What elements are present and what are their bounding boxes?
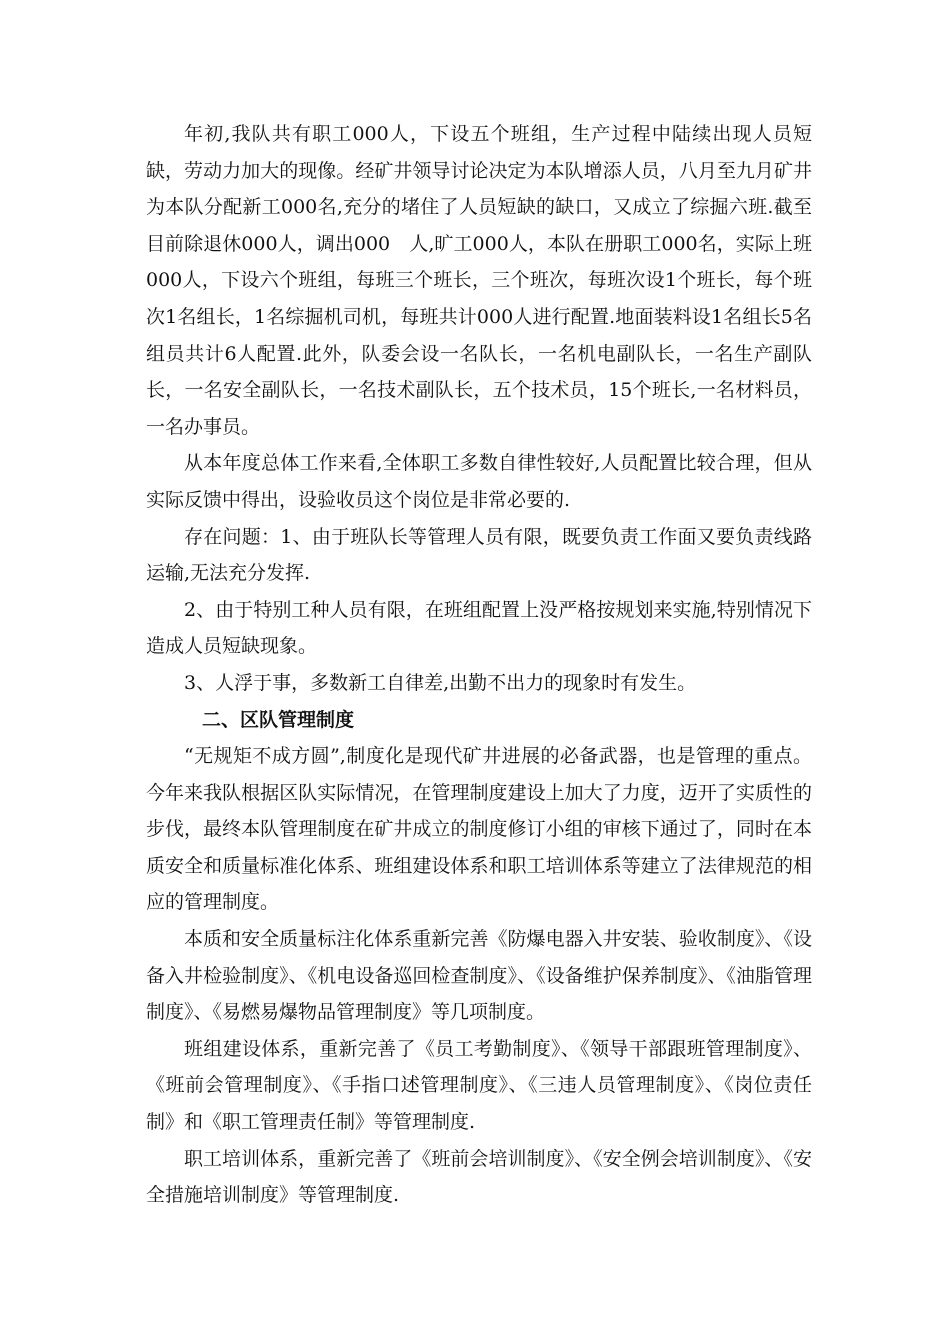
paragraph-staffing: 年初,我队共有职工000人，下设五个班组，生产过程中陆续出现人员短缺，劳动力加大的现像。经矿井领导讨论决定为本队增添人员，八月至九月矿井为本队分配新工000名,充分的堵住了人员短缺的缺口，又成立了综掘六班.截至目前除退休000人，调出000 人,旷工000人，本队在册职工000名，实际上班000人，下设六个班组，每班三个班长，三个班次，每班次设1个班长，每个班次1名组长，1名综掘机司机，每班共计000人进行配置.地面装料设1名组长5名组员共计6人配置.此外，队委会设一名队长，一名机电副队长，一名生产副队长，一名安全副队长，一名技术副队长，五个技术员，15个班长,一名材料员，一名办事员。 [146, 123, 812, 438]
section-heading-management-system: 二、区队管理制度 [202, 708, 355, 731]
paragraph-training-system: 职工培训体系，重新完善了《班前会培训制度》、《安全例会培训制度》、《安全措施培训制度》等管理制度. [146, 1147, 812, 1207]
paragraph-safety-quality-system: 本质和安全质量标注化体系重新完善《防爆电器入井安装、验收制度》、《设备入井检验制度》、《机电设备巡回检查制度》、《设备维护保养制度》、《油脂管理制度》、《易燃易爆物品管理制度》等几项制度。 [146, 928, 812, 1024]
paragraph-team-building-system: 班组建设体系，重新完善了《员工考勤制度》、《领导干部跟班管理制度》、《班前会管理制度》、《手指口述管理制度》、《三违人员管理制度》、《岗位责任制》和《职工管理责任制》等管理制度. [146, 1037, 812, 1134]
paragraph-issue-2: 2、由于特别工种人员有限，在班组配置上没严格按规划来实施,特别情况下造成人员短缺现象。 [146, 598, 812, 658]
paragraph-rules-intro: “无规矩不成方圆”,制度化是现代矿井进展的必备武器，也是管理的重点。今年来我队根据区队实际情况，在管理制度建设上加大了力度，迈开了实质性的步伐，最终本队管理制度在矿井成立的制度修订小组的审核下通过了，同时在本质安全和质量标准化体系、班组建设体系和职工培训体系等建立了法律规范的相应的管理制度。 [146, 745, 812, 914]
paragraph-issue-3: 3、人浮于事，多数新工自律差,出勤不出力的现象时有发生。 [184, 671, 697, 694]
document-body [146, 116, 812, 1214]
paragraph-overall-work: 从本年度总体工作来看,全体职工多数自律性较好,人员配置比较合理，但从实际反馈中得出，设验收员这个岗位是非常必要的. [146, 452, 812, 511]
paragraph-issue-1: 存在问题：1、由于班队长等管理人员有限，既要负责工作面又要负责线路运输,无法充分发挥. [146, 525, 812, 585]
